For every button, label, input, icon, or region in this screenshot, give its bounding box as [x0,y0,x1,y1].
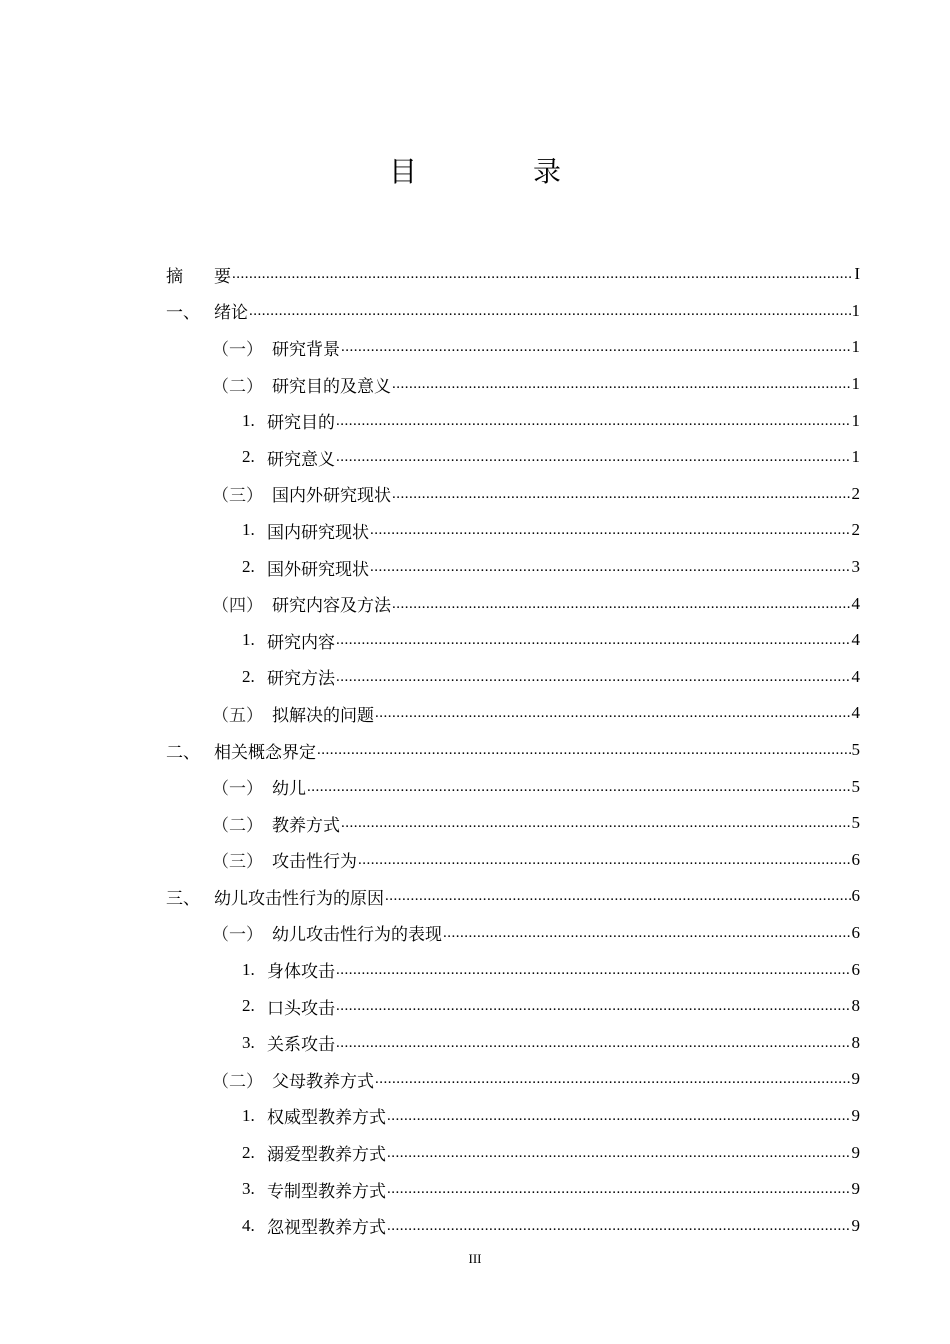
toc-entry-title: 国内研究现状 [267,522,369,543]
toc-page-number: 9 [851,1215,860,1235]
toc-entry-marker: 3. [242,1032,255,1052]
toc-entry[interactable] [166,1061,860,1098]
toc-page-number: 9 [851,1105,860,1125]
dot-leader [336,960,851,980]
toc-entry-marker: 2. [242,1142,255,1162]
toc-entry-marker: （二） [212,1071,263,1092]
toc-entry-marker: （五） [212,705,263,726]
toc-entry-title: 幼儿 [272,779,306,800]
dot-leader [336,667,851,687]
dot-leader [358,850,851,870]
toc-entry-title: 专制型教养方式 [267,1181,386,1202]
dot-leader [336,411,851,431]
toc-entry[interactable] [166,915,860,952]
toc-entry-title: 口头攻击 [267,998,335,1019]
toc-entry-marker: （一） [212,779,263,800]
dot-leader [375,1069,851,1089]
toc-entry[interactable] [166,549,860,586]
dot-leader [392,374,851,394]
toc-entry-marker: 1. [242,1105,255,1125]
dot-leader [392,484,851,504]
toc-entry-title: 国外研究现状 [267,559,369,580]
toc-page-number: 4 [851,630,860,650]
dot-leader [249,301,851,321]
page-footer-number: III [468,1251,482,1266]
toc-page-number: 1 [851,447,860,467]
toc-entry[interactable] [166,439,860,476]
toc-page-number: 1 [851,374,860,394]
toc-entry-marker: 4. [242,1215,255,1235]
toc-page-number: 5 [851,740,860,760]
toc-entry-title: 拟解决的问题 [272,705,374,726]
dot-leader [341,813,851,833]
toc-entry-marker: 1. [242,959,255,979]
toc-entry-marker: （三） [212,852,263,873]
toc-entry[interactable] [166,878,860,915]
toc-abstract-char-1: 摘 [166,266,183,287]
toc-entry-marker: （一） [212,925,263,946]
dot-leader [370,520,851,540]
toc-entry-marker: （一） [212,339,263,360]
toc-entry[interactable] [166,842,860,879]
toc-entry-title: 研究意义 [267,449,335,470]
toc-entry[interactable] [166,622,860,659]
dot-leader [443,923,851,943]
toc-page-number: 1 [851,337,860,357]
dot-leader [336,1033,851,1053]
toc-page-number: 5 [851,813,860,833]
dot-leader [317,740,851,760]
toc-entry-title: 研究目的及意义 [272,376,391,397]
toc-entry[interactable] [166,293,860,330]
dot-leader [370,557,851,577]
toc-entry[interactable] [166,1171,860,1208]
toc-entry-title: 研究背景 [272,339,340,360]
toc-entry-title: 相关概念界定 [214,742,316,763]
toc-page-number: 1 [851,300,860,320]
toc-page-number: 8 [851,996,860,1016]
toc-entry-marker: 三、 [166,888,200,909]
dot-leader [385,886,851,906]
toc-entry-marker: 2. [242,666,255,686]
toc-entry-title: 幼儿攻击性行为的表现 [272,925,442,946]
toc-entry-title: 教养方式 [272,815,340,836]
table-of-contents [166,256,860,1244]
toc-entry[interactable] [166,805,860,842]
toc-entry-marker: 1. [242,520,255,540]
toc-entry[interactable] [166,366,860,403]
toc-entry-marker: 2. [242,557,255,577]
toc-entry-title: 权威型教养方式 [267,1108,386,1129]
dot-leader [232,264,853,284]
toc-page-number: 6 [851,849,860,869]
dot-leader [307,777,851,797]
toc-entry[interactable] [166,512,860,549]
toc-page-number: 4 [851,703,860,723]
toc-entry[interactable] [166,402,860,439]
toc-entry-title: 国内外研究现状 [272,486,391,507]
toc-entry-title: 绪论 [214,303,248,324]
toc-page-number: 9 [851,1069,860,1089]
toc-entry-marker: 一、 [166,303,200,324]
toc-page-number: 6 [851,886,860,906]
toc-entry-title: 忽视型教养方式 [267,1218,386,1239]
toc-entry[interactable] [166,1024,860,1061]
dot-leader [336,630,851,650]
toc-entry-marker: （二） [212,376,263,397]
toc-page-number: 2 [851,520,860,540]
toc-entry-marker: （二） [212,815,263,836]
toc-page-number: 8 [851,1032,860,1052]
toc-page-number: 1 [851,410,860,430]
dot-leader [387,1143,851,1163]
dot-leader [375,703,851,723]
toc-page-number: 5 [851,776,860,796]
toc-page-number: 4 [851,593,860,613]
toc-entry[interactable] [166,585,860,622]
toc-entry[interactable] [166,695,860,732]
dot-leader [341,337,851,357]
toc-entry-marker: 3. [242,1179,255,1199]
toc-entry-marker: 1. [242,630,255,650]
toc-entry[interactable] [166,1207,860,1244]
toc-entry-title: 研究内容及方法 [272,596,391,617]
toc-entry-marker: 2. [242,447,255,467]
toc-entry-abstract[interactable] [166,256,860,293]
toc-page-number: 2 [851,483,860,503]
toc-entry-marker: （三） [212,486,263,507]
toc-entry[interactable] [166,329,860,366]
toc-entry-title: 身体攻击 [267,962,335,983]
toc-entry-title: 幼儿攻击性行为的原因 [214,888,384,909]
toc-page-number: 6 [851,959,860,979]
page-title: 目 录 [388,155,605,188]
toc-entry-title: 研究目的 [267,413,335,434]
toc-entry[interactable] [166,732,860,769]
dot-leader [387,1179,851,1199]
toc-entry-title: 研究内容 [267,632,335,653]
toc-entry-title: 攻击性行为 [272,852,357,873]
dot-leader [387,1216,851,1236]
toc-entry-marker: 2. [242,996,255,1016]
toc-page-number: 6 [851,922,860,942]
toc-entry[interactable] [166,768,860,805]
toc-entry-marker: 1. [242,410,255,430]
toc-entry[interactable] [166,1098,860,1135]
toc-page-number: 4 [851,666,860,686]
toc-entry-marker: （四） [212,596,263,617]
toc-entry[interactable] [166,476,860,513]
toc-entry[interactable] [166,951,860,988]
dot-leader [336,447,851,467]
toc-page-number: 9 [851,1179,860,1199]
dot-leader [387,1106,851,1126]
toc-entry-title: 研究方法 [267,669,335,690]
dot-leader [336,996,851,1016]
toc-entry[interactable] [166,659,860,696]
toc-entry[interactable] [166,1134,860,1171]
toc-abstract-char-2: 要 [214,266,231,287]
toc-entry-marker: 二、 [166,742,200,763]
toc-page-number: 9 [851,1142,860,1162]
toc-page-number: 3 [851,557,860,577]
dot-leader [392,594,851,614]
toc-entry-title: 溺爱型教养方式 [267,1145,386,1166]
toc-entry[interactable] [166,988,860,1025]
toc-entry-title: 父母教养方式 [272,1071,374,1092]
toc-entry-title: 关系攻击 [267,1035,335,1056]
toc-page-number: I [854,264,860,284]
